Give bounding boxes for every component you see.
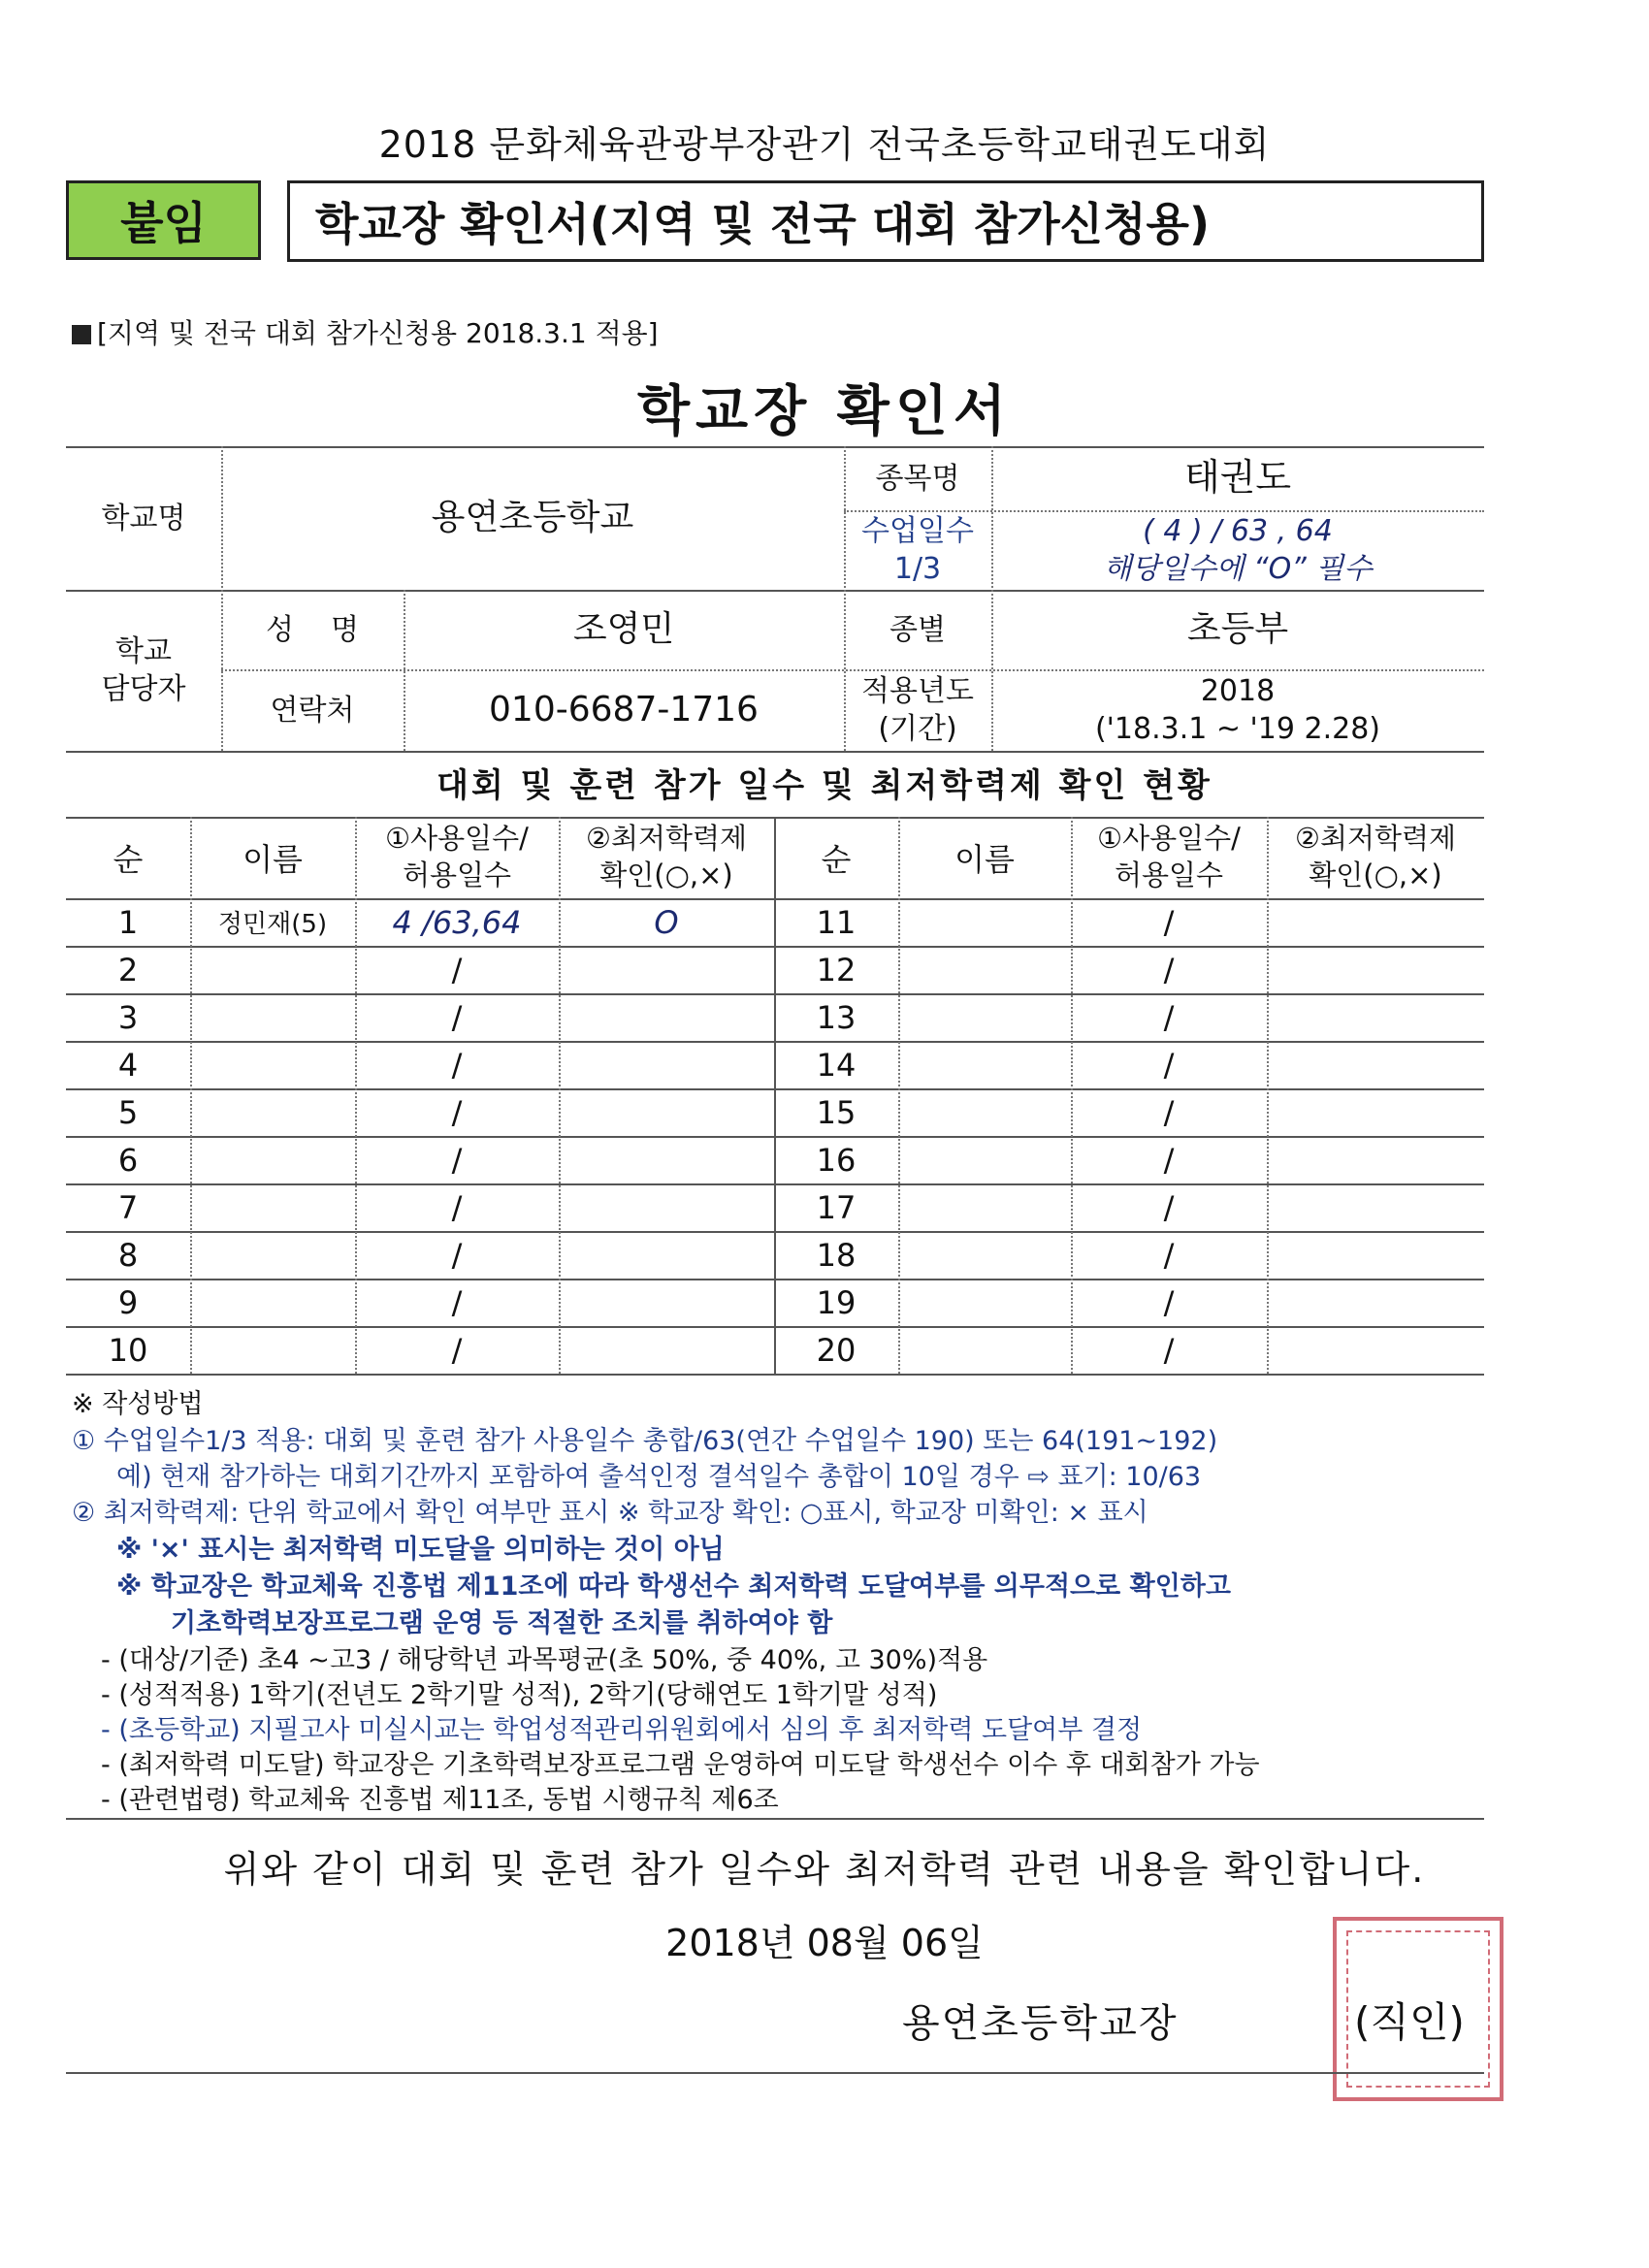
minimum-check-left (559, 946, 774, 993)
minimum-check-right (1267, 1136, 1484, 1183)
principal-title: 용연초등학교장 (902, 2001, 1179, 2046)
used-days-right: / (1163, 1236, 1175, 1274)
instruction-line-4: ※ '×' 표시는 최저학력 미도달을 의미하는 것이 아님 (116, 1535, 725, 1565)
minimum-check-right (1267, 1041, 1484, 1088)
row-number-right: 13 (816, 998, 857, 1036)
used-days-right: / (1163, 903, 1175, 941)
contact-label: 연락처 (270, 693, 355, 728)
student-name-left (190, 1326, 355, 1374)
minimum-check-right (1267, 1183, 1484, 1231)
minimum-check-right (1267, 993, 1484, 1041)
manager-label (66, 590, 221, 751)
header-check-left-line2: 확인(○,×) (599, 859, 733, 891)
used-days-left: / (451, 1046, 463, 1084)
used-days-left: / (451, 998, 463, 1036)
application-note (72, 312, 659, 351)
instruction-line-9: - (초등학교) 지필고사 미실시교는 학업성적관리위원회에서 심의 후 최저학력 도달여부 결정 (101, 1715, 1143, 1745)
row-number-left: 6 (117, 1141, 139, 1179)
header-days-left (355, 817, 559, 898)
student-name-left (190, 1279, 355, 1326)
year-value (991, 669, 1484, 751)
application-note-text: [지역 및 전국 대회 참가신청용 2018.3.1 적용] (97, 317, 659, 349)
header-days-right-line2: 허용일수 (1114, 859, 1224, 891)
student-name-left: 정민재(5) (217, 910, 328, 939)
minimum-check-left (559, 1136, 774, 1183)
event-title: 2018 문화체육관광부장관기 전국초등학교태권도대회 (378, 123, 1271, 166)
student-name-right (898, 1088, 1071, 1136)
manager-name-label: 성 명 (265, 612, 360, 647)
minimum-check-right (1267, 1279, 1484, 1326)
contact-value: 010-6687-1716 (489, 689, 759, 729)
used-days-left: 4 /63,64 (392, 903, 522, 941)
row-number-right: 18 (816, 1236, 857, 1274)
class-days-hint: 해당일수에 “O” 필수 (1103, 552, 1373, 586)
class-days-label (844, 510, 991, 590)
manager-name-value: 조영민 (572, 608, 675, 649)
year-value-year: 2018 (1200, 674, 1276, 708)
row-number-right: 20 (816, 1331, 857, 1369)
info-table (66, 446, 1484, 751)
minimum-check-left (559, 1326, 774, 1374)
minimum-check-left (559, 1183, 774, 1231)
student-name-right (898, 1136, 1071, 1183)
confirmation-date: 2018년 08월 06일 (665, 1922, 984, 1964)
school-name-label: 학교명 (101, 501, 186, 535)
minimum-check-right (1267, 1231, 1484, 1279)
header-check-right (1267, 817, 1484, 898)
minimum-check-left (559, 1231, 774, 1279)
school-name-value: 용연초등학교 (431, 497, 634, 537)
minimum-check-left (559, 1279, 774, 1326)
minimum-check-right (1267, 946, 1484, 993)
row-number-right: 15 (816, 1093, 857, 1131)
instruction-line-11: - (관련법령) 학교체육 진흥법 제11조, 동법 시행규칙 제6조 (101, 1785, 779, 1815)
row-number-left: 7 (117, 1188, 139, 1226)
class-days-label-line1: 수업일수 (861, 514, 974, 548)
row-number-right: 11 (816, 903, 857, 941)
used-days-left: / (451, 1093, 463, 1131)
minimum-check-left (559, 1088, 774, 1136)
used-days-right: / (1163, 1093, 1175, 1131)
used-days-right: / (1163, 1331, 1175, 1369)
manager-label-line2: 담당자 (101, 672, 186, 706)
student-name-left (190, 1041, 355, 1088)
student-name-right (898, 993, 1071, 1041)
instruction-line-1: ① 수업일수1/3 적용: 대회 및 훈련 참가 사용일수 총합/63(연간 수업일수 190) 또는 64(191~192) (72, 1426, 1218, 1456)
student-name-right (898, 1279, 1071, 1326)
minimum-check-left (559, 1041, 774, 1088)
student-name-left (190, 1231, 355, 1279)
instruction-line-3: ② 최저학력제: 단위 학교에서 확인 여부만 표시 ※ 학교장 확인: ○표시, 학교장 미확인: × 표시 (72, 1498, 1148, 1528)
row-number-right: 19 (816, 1283, 857, 1321)
header-check-left-line1: ②최저학력제 (585, 822, 748, 856)
row-number-right: 12 (816, 951, 857, 988)
year-value-period: ('18.3.1 ~ '19 2.28) (1094, 712, 1381, 746)
row-number-left: 5 (117, 1093, 139, 1131)
student-name-left (190, 1088, 355, 1136)
minimum-check-right (1267, 1326, 1484, 1374)
used-days-left: / (451, 1283, 463, 1321)
roster-table (66, 817, 1484, 1374)
used-days-right: / (1163, 1188, 1175, 1226)
used-days-right: / (1163, 1046, 1175, 1084)
header-check-right-line2: 확인(○,×) (1309, 859, 1442, 891)
row-number-right: 14 (816, 1046, 857, 1084)
class-days-fraction: ( 4 ) / 63 , 64 (1143, 514, 1333, 548)
row-number-right: 16 (816, 1141, 857, 1179)
student-name-right (898, 1183, 1071, 1231)
header-days-right-line1: ①사용일수/ (1097, 822, 1241, 856)
header-days-right (1071, 817, 1267, 898)
square-bullet-icon (72, 325, 91, 344)
header-no-left: 순 (113, 841, 144, 878)
used-days-right: / (1163, 1141, 1175, 1179)
instruction-line-6: 기초학력보장프로그램 운영 등 적절한 조치를 취하여야 함 (171, 1608, 833, 1638)
event-label: 종목명 (875, 461, 960, 496)
instruction-line-7: - (대상/기준) 초4 ~고3 / 해당학년 과목평균(초 50%, 중 40%, 고 30%)적용 (101, 1645, 988, 1675)
header-name-right: 이름 (954, 841, 1015, 878)
header-check-left (559, 817, 774, 898)
student-name-left (190, 946, 355, 993)
minimum-check-right (1267, 1088, 1484, 1136)
header-no-right: 순 (821, 841, 852, 878)
used-days-right: / (1163, 951, 1175, 988)
row-number-left: 1 (117, 903, 139, 941)
confirmation-statement: 위와 같이 대회 및 훈련 참가 일수와 최저학력 관련 내용을 확인합니다. (223, 1848, 1426, 1891)
used-days-left: / (451, 1141, 463, 1179)
row-number-right: 17 (816, 1188, 857, 1226)
student-name-right (898, 1231, 1071, 1279)
student-name-left (190, 1136, 355, 1183)
used-days-left: / (451, 1331, 463, 1369)
student-name-left (190, 993, 355, 1041)
row-number-left: 9 (117, 1283, 139, 1321)
header-name-left: 이름 (242, 841, 303, 878)
header-check-right-line1: ②최저학력제 (1294, 822, 1457, 856)
student-name-right (898, 1326, 1071, 1374)
student-name-right (898, 1041, 1071, 1088)
instruction-line-5: ※ 학교장은 학교체육 진흥법 제11조에 따라 학생선수 최저학력 도달여부를 의무적으로 확인하고 (116, 1571, 1231, 1602)
used-days-left: / (451, 1188, 463, 1226)
minimum-check-left: O (654, 903, 679, 941)
header-days-left-line2: 허용일수 (402, 859, 512, 891)
student-name-right (898, 898, 1071, 946)
instruction-line-8: - (성적적용) 1학기(전년도 2학기말 성적), 2학기(당해연도 1학기말 성적) (101, 1680, 938, 1710)
row-number-left: 4 (117, 1046, 139, 1084)
row-number-left: 10 (108, 1331, 148, 1369)
student-name-left (190, 1183, 355, 1231)
year-label (844, 669, 991, 751)
event-value: 태권도 (1183, 456, 1292, 500)
instruction-line-10: - (최저학력 미도달) 학교장은 기초학력보장프로그램 운영하여 미도달 학생선수 이수 후 대회참가 가능 (101, 1750, 1260, 1780)
document-title: 학교장 확인서 (636, 380, 1013, 443)
attachment-tag: 붙임 (66, 180, 261, 260)
class-days-label-line2: 1/3 (893, 552, 942, 586)
seal-label: (직인) (1354, 1998, 1465, 2046)
student-name-right (898, 946, 1071, 993)
used-days-right: / (1163, 998, 1175, 1036)
row-number-left: 8 (117, 1236, 139, 1274)
header-days-left-line1: ①사용일수/ (385, 822, 529, 856)
year-label-line2: (기간) (878, 712, 957, 746)
year-label-line1: 적용년도 (861, 674, 974, 708)
row-number-left: 3 (117, 998, 139, 1036)
used-days-right: / (1163, 1283, 1175, 1321)
roster-section-title: 대회 및 훈련 참가 일수 및 최저학력제 확인 현황 (436, 766, 1212, 805)
minimum-check-left (559, 993, 774, 1041)
row-number-left: 2 (117, 951, 139, 988)
used-days-left: / (451, 1236, 463, 1274)
instructions-heading: ※ 작성방법 (72, 1389, 204, 1419)
instruction-line-2: 예) 현재 참가하는 대회기간까지 포함하여 출석인정 결석일수 총합이 10일 경우 ⇨ 표기: 10/63 (116, 1462, 1202, 1492)
used-days-left: / (451, 951, 463, 988)
class-days-value (991, 510, 1484, 590)
division-label: 종별 (889, 612, 946, 647)
minimum-check-right (1267, 898, 1484, 946)
division-value: 초등부 (1186, 608, 1289, 649)
manager-label-line1: 학교 (115, 634, 172, 668)
form-header-title: 학교장 확인서(지역 및 전국 대회 참가신청용) (287, 180, 1484, 262)
